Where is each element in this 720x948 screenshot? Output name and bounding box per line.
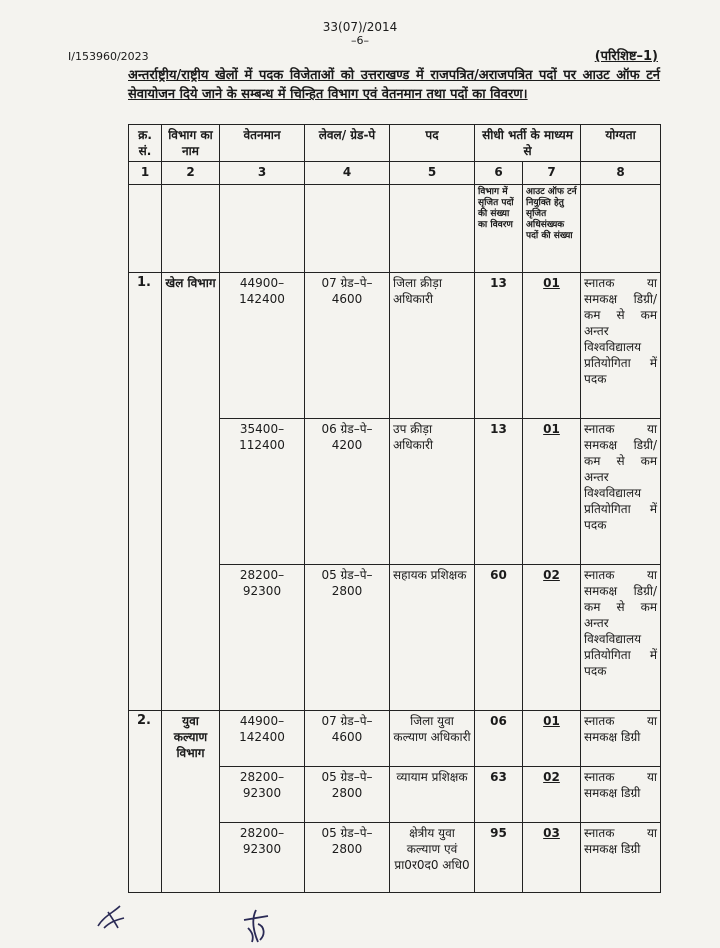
row-qualification: स्नातक या समकक्ष डिग्री/कम से कम अन्तर विश्वविद्यालय प्रतियोगिता में पदक [581, 565, 661, 711]
row-pay: 44900–142400 [220, 711, 305, 767]
row-post: सहायक प्रशिक्षक [390, 565, 475, 711]
col-num: 3 [220, 162, 305, 185]
header-qual: योग्यता [581, 125, 661, 162]
col-num: 2 [162, 162, 220, 185]
file-number: I/153960/2023 [68, 50, 149, 63]
subheader-sanctioned: विभाग में सृजित पदों की संख्या का विवरण [475, 185, 523, 273]
row-qualification: स्नातक या समकक्ष डिग्री [581, 711, 661, 767]
row-out-of-turn: 02 [523, 767, 581, 823]
row-pay: 35400–112400 [220, 419, 305, 565]
row-out-of-turn: 01 [523, 273, 581, 419]
row-qualification: स्नातक या समकक्ष डिग्री/कम से कम अन्तर विश्वविद्यालय प्रतियोगिता में पदक [581, 273, 661, 419]
row-sanctioned: 63 [475, 767, 523, 823]
row-qualification: स्नातक या समकक्ष डिग्री [581, 767, 661, 823]
page-number: –6– [351, 34, 369, 47]
table-row [129, 711, 661, 767]
row-out-of-turn: 03 [523, 823, 581, 893]
row-level: 05 ग्रेड–पे–2800 [305, 767, 390, 823]
row-sanctioned: 06 [475, 711, 523, 767]
row-post: क्षेत्रीय युवा कल्याण एवं प्रा0र0द0 अधि0 [390, 823, 475, 893]
row-level: 05 ग्रेड–पे–2800 [305, 823, 390, 893]
header-pay: वेतनमान [220, 125, 305, 162]
row-post: जिला क्रीड़ा अधिकारी [390, 273, 475, 419]
header-level: लेवल/ ग्रेड-पे [305, 125, 390, 162]
row-post: जिला युवा कल्याण अधिकारी [390, 711, 475, 767]
row-level: 07 ग्रेड–पे–4600 [305, 273, 390, 419]
row-pay: 44900–142400 [220, 273, 305, 419]
row-post: उप क्रीड़ा अधिकारी [390, 419, 475, 565]
subheader-out-of-turn: आउट ऑफ टर्न नियुक्ति हेतु सृजित अधिसंख्यक पदों की संख्या [523, 185, 581, 273]
row-sanctioned: 13 [475, 419, 523, 565]
header-post: पद [390, 125, 475, 162]
col-num: 7 [523, 162, 581, 185]
row-dept: खेल विभाग [162, 273, 220, 711]
row-out-of-turn: 01 [523, 419, 581, 565]
row-post: व्यायाम प्रशिक्षक [390, 767, 475, 823]
row-level: 06 ग्रेड–पे–4200 [305, 419, 390, 565]
header-sno: क्र. सं. [129, 125, 162, 162]
posts-table [128, 124, 661, 893]
signature-mark-left [94, 902, 134, 932]
column-number-row [129, 162, 661, 185]
row-out-of-turn: 02 [523, 565, 581, 711]
col-num: 8 [581, 162, 661, 185]
header-direct: सीधी भर्ती के माध्यम से [475, 125, 581, 162]
row-sno: 1. [129, 273, 162, 711]
row-sanctioned: 60 [475, 565, 523, 711]
col-num: 1 [129, 162, 162, 185]
row-sanctioned: 95 [475, 823, 523, 893]
row-qualification: स्नातक या समकक्ष डिग्री [581, 823, 661, 893]
row-pay: 28200–92300 [220, 767, 305, 823]
row-pay: 28200–92300 [220, 565, 305, 711]
header-dept: विभाग का नाम [162, 125, 220, 162]
document-heading: अन्तर्राष्ट्रीय/राष्ट्रीय खेलों में पदक विजेताओं को उत्तराखण्ड में राजपत्रित/अराजपत्रित पदों पर आउट ऑफ टर्न सेवायोजन दिये जाने के सम्बन्ध में चिन्हित विभाग एवं वेतनमान तथा पदों का विवरण। [128, 68, 660, 102]
row-dept: युवा कल्याण विभाग [162, 711, 220, 893]
row-qualification: स्नातक या समकक्ष डिग्री/कम से कम अन्तर विश्वविद्यालय प्रतियोगिता में पदक [581, 419, 661, 565]
row-sno: 2. [129, 711, 162, 893]
table-row [129, 273, 661, 419]
order-number: 33(07)/2014 [322, 20, 398, 34]
col-num: 6 [475, 162, 523, 185]
annexure-label: (परिशिष्ट–1) [594, 49, 658, 64]
row-level: 05 ग्रेड–पे–2800 [305, 565, 390, 711]
col-num: 5 [390, 162, 475, 185]
row-level: 07 ग्रेड–पे–4600 [305, 711, 390, 767]
col-num: 4 [305, 162, 390, 185]
row-out-of-turn: 01 [523, 711, 581, 767]
row-pay: 28200–92300 [220, 823, 305, 893]
signature-mark-center [238, 906, 278, 946]
row-sanctioned: 13 [475, 273, 523, 419]
